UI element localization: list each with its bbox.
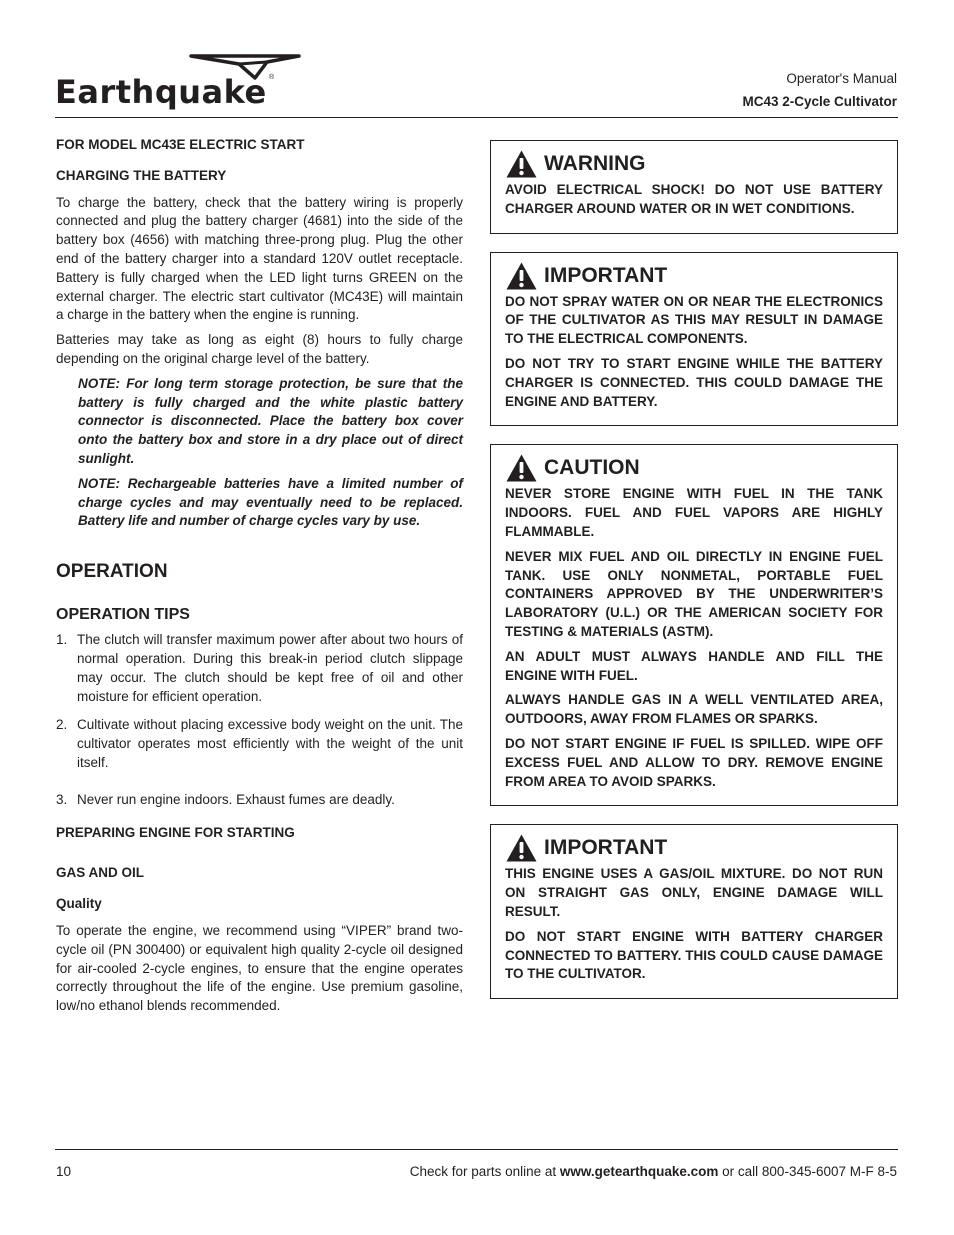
caution-box [490, 444, 898, 806]
logo-wordmark: Earthquake [55, 73, 267, 111]
brand-logo [55, 52, 277, 118]
box-header [505, 259, 883, 293]
box-text: ALWAYS HANDLE GAS IN A WELL VENTILATED AREA, OUTDOORS, AWAY FROM FLAMES OR SPARKS. [505, 692, 883, 727]
box-text: NEVER MIX FUEL AND OIL DIRECTLY IN ENGINE FUEL TANK. USE ONLY NONMETAL, PORTABLE FUEL CONTAINERS APPROVED BY THE UNDERWRITER’S LABORATORY (U.L.) OR THE AMERICAN SOCIETY FOR TESTING & MATERIALS (ASTM). [505, 548, 883, 639]
box-title: CAUTION [544, 456, 640, 480]
box-title: IMPORTANT [544, 263, 668, 287]
registered-mark: ® [269, 74, 275, 81]
storage-note: NOTE: For long term storage protection, be sure that the battery is fully charged and the white plastic battery connector is disconnected. Place the battery box cover onto the battery box and store in a dry place out of direct sunlight. [78, 375, 463, 466]
operation-tips-heading: OPERATION TIPS [56, 606, 190, 624]
preparing-heading: PREPARING ENGINE FOR STARTING [56, 824, 295, 840]
box-header [505, 451, 883, 485]
model-title: MC43 2-Cycle Cultivator [742, 94, 897, 109]
website-link[interactable]: www.getearthquake.com [559, 1164, 719, 1179]
header-divider [55, 117, 898, 118]
box-text: DO NOT TRY TO START ENGINE WHILE THE BATTERY CHARGER IS CONNECTED. THIS COULD DAMAGE THE ENGINE AND BATTERY. [505, 355, 883, 409]
box-text: NEVER STORE ENGINE WITH FUEL IN THE TANK INDOORS. FUEL AND FUEL VAPORS ARE HIGHLY FLAMMABLE. [505, 486, 883, 539]
model-heading: FOR MODEL MC43E ELECTRIC START [56, 137, 305, 152]
charging-paragraph-2: Batteries may take as long as eight (8) hours to fully charge depending on the original charge level of the battery. [56, 332, 463, 366]
list-item: 1. The clutch will transfer maximum power after about two hours of normal operation. During this break-in period clutch slippage may occur. The clutch should be kept free of oil and other moisture for efficient operation. [56, 632, 463, 704]
footer-divider [55, 1149, 898, 1150]
box-text: DO NOT START ENGINE WITH BATTERY CHARGER CONNECTED TO BATTERY. THIS COULD CAUSE DAMAGE TO THE CULTIVATOR. [505, 928, 883, 982]
warning-triangle-icon [505, 261, 538, 291]
battery-life-note: NOTE: Rechargeable batteries have a limited number of charge cycles and may eventually need to be replaced. Battery life and number of charge cycles vary by use. [78, 475, 463, 529]
doc-type: Operator's Manual [786, 71, 897, 86]
operation-tips-list [56, 631, 463, 809]
warning-triangle-icon [505, 453, 538, 483]
operation-heading: OPERATION [56, 561, 168, 583]
list-item: 3. Never run engine indoors. Exhaust fumes are deadly. [56, 791, 395, 807]
quality-heading: Quality [56, 896, 102, 912]
box-header [505, 147, 883, 181]
important-box [490, 252, 898, 427]
box-title: WARNING [544, 152, 646, 175]
box-text: DO NOT SPRAY WATER ON OR NEAR THE ELECTRONICS OF THE CULTIVATOR AS THIS MAY RESULT IN DAMAGE TO THE ELECTRICAL COMPONENTS. [505, 293, 883, 347]
box-title: IMPORTANT [544, 836, 668, 860]
box-text: AVOID ELECTRICAL SHOCK! DO NOT USE BATTERY CHARGER AROUND WATER OR IN WET CONDITIONS. [505, 182, 883, 216]
left-column [56, 136, 463, 1022]
important-box-2 [490, 824, 898, 999]
box-text: AN ADULT MUST ALWAYS HANDLE AND FILL THE ENGINE WITH FUEL. [505, 648, 883, 683]
header-title-block [742, 67, 897, 113]
quality-paragraph: To operate the engine, we recommend using “VIPER” brand two-cycle oil (PN 300400) or equivalent high quality 2-cycle oil designed for air-cooled 2-cycle engines, to ensure that the engine operates correctly throughout the life of the engine. Use premium gasoline, low/no ethanol blends recommended. [56, 922, 463, 1014]
warning-box [490, 140, 898, 234]
right-column [490, 140, 898, 1017]
page-number: 10 [56, 1164, 72, 1179]
charging-paragraph-1: To charge the battery, check that the battery wiring is properly connected and plug the battery charger (4681) into the side of the battery box (4656) with matching three-prong plug. Plug the other end of the battery charger into a standard 120V outlet receptacle. Battery is fully charged when the LED light turns GREEN on the external charger. The electric start cultivator (MC43E) will maintain a charge in the battery when the engine is running. [56, 194, 463, 323]
box-text: THIS ENGINE USES A GAS/OIL MIXTURE. DO NOT RUN ON STRAIGHT GAS ONLY, ENGINE DAMAGE WILL RESULT. [505, 866, 883, 919]
footer-contact: Check for parts online at www.getearthquake.com or call 800-345-6007 M-F 8-5 [409, 1164, 897, 1179]
gas-oil-heading: GAS AND OIL [56, 865, 145, 881]
charging-heading: CHARGING THE BATTERY [56, 167, 227, 183]
warning-triangle-icon [505, 833, 538, 863]
box-header [505, 831, 883, 865]
warning-triangle-icon [505, 149, 538, 179]
box-text: DO NOT START ENGINE IF FUEL IS SPILLED. WIPE OFF EXCESS FUEL AND ALLOW TO DRY. REMOVE ENGINE FROM AREA TO AVOID SPARKS. [505, 735, 883, 789]
list-item: 2. Cultivate without placing excessive body weight on the unit. The cultivator operates most efficiently with the weight of the unit itself. [56, 717, 463, 770]
